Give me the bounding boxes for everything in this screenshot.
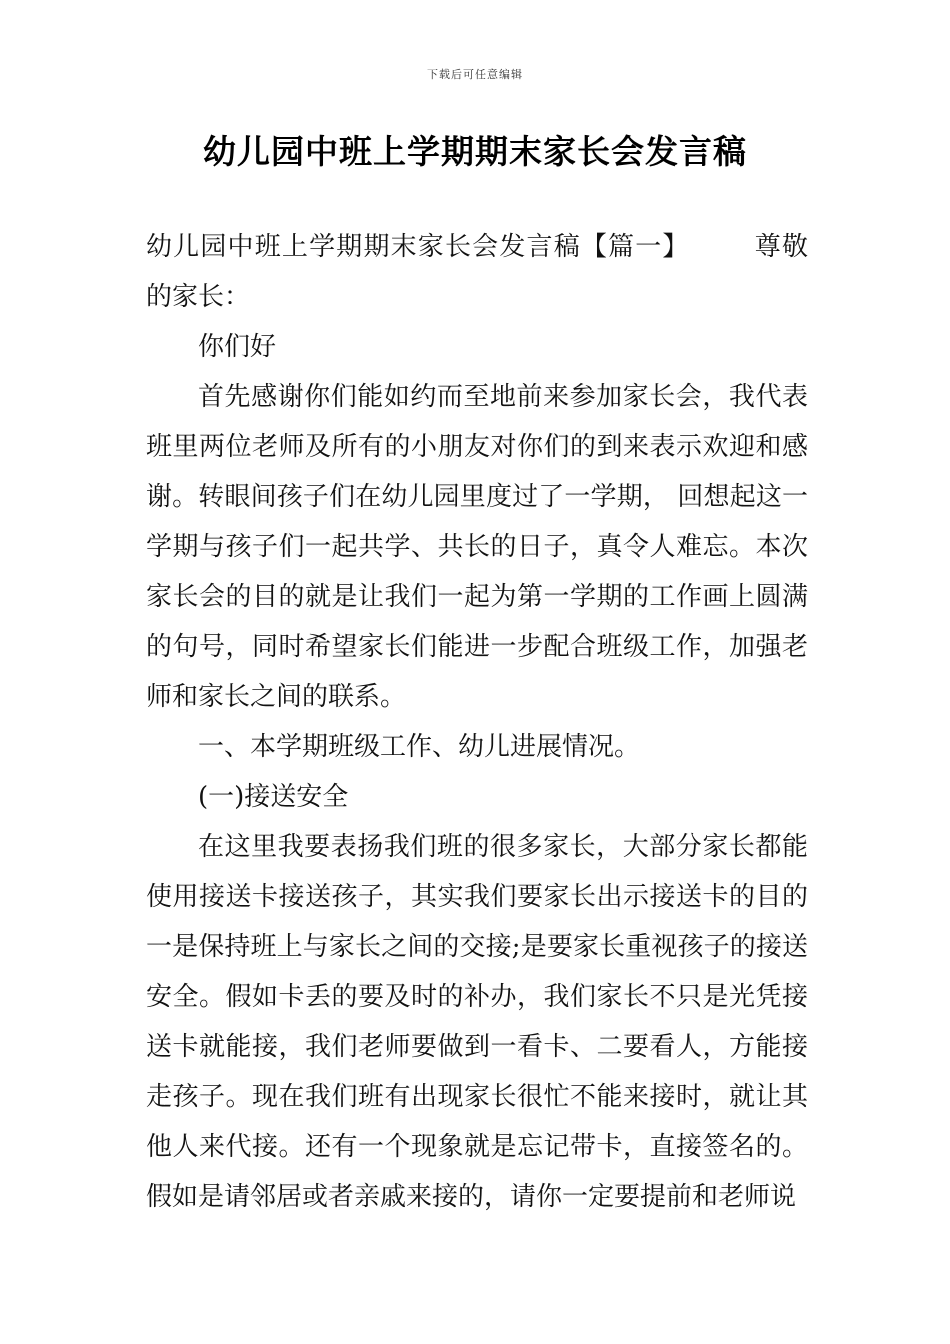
document-body (146, 222, 808, 1222)
subsection-heading-1: (一)接送安全 (198, 782, 349, 812)
intro-heading: 幼儿园中班上学期期末家长会发言稿【篇一】 (146, 232, 690, 262)
paragraph-1: 首先感谢你们能如约而至地前来参加家长会，我代表班里两位老师及所有的小朋友对你们的到来表示欢迎和感谢。转眼间孩子们在幼儿园里度过了一学期， 回想起这一学期与孩子们一起共学、共长的日子，真令人难忘。本次家长会的目的就是让我们一起为第一学期的工作画上圆满的句号，同时希望家长们能进一步配合班级工作，加强老师和家长之间的联系。 (146, 382, 808, 712)
greeting: 你们好 (198, 332, 277, 362)
intro-line (146, 222, 808, 322)
section-heading-1: 一、本学期班级工作、幼儿进展情况。 (198, 732, 641, 762)
header-note: 下载后可任意编辑 (427, 68, 523, 81)
document-title: 幼儿园中班上学期期末家长会发言稿 (203, 132, 747, 171)
salutation: 尊敬的家长： (146, 232, 808, 312)
paragraph-2: 在这里我要表扬我们班的很多家长，大部分家长都能使用接送卡接送孩子，其实我们要家长出示接送卡的目的一是保持班上与家长之间的交接;是要家长重视孩子的接送安全。假如卡丢的要及时的补办，我们家长不只是光凭接送卡就能接，我们老师要做到一看卡、二要看人，方能接走孩子。现在我们班有出现家长很忙不能来接时，就让其他人来代接。还有一个现象就是忘记带卡，直接签名的。假如是请邻居或者亲戚来接的，请你一定要提前和老师说 (146, 832, 808, 1212)
